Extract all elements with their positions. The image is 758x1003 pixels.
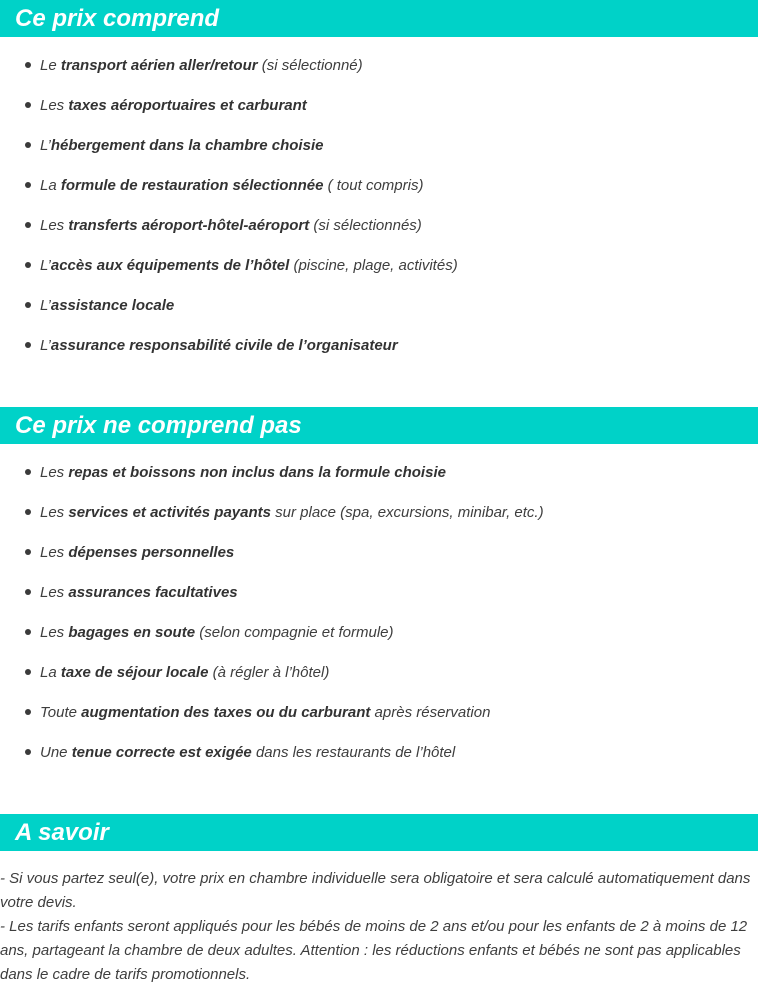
savoir-paragraph: - Les tarifs enfants seront appliqués pour les bébés de moins de 2 ans et/ou pour les enfants de 2 à moins de 12 ans, partageant la chambre de deux adultes. Attention : les réductions enfants et bébés ne sont pas applicables dans le cadre de tarifs promotionnels. [0,918,748,983]
list-item-text [40,704,490,721]
list-item-text [40,664,329,681]
list-item [0,325,758,365]
bullet-icon [25,749,31,755]
item-prefix: Toute [40,703,82,721]
item-highlight: taxe de séjour locale [60,663,209,681]
list-item [0,165,758,205]
item-prefix: L’ [40,256,51,274]
list-item-text [40,217,422,234]
item-suffix: (piscine, plage, activités) [289,256,458,274]
list-item-text [40,137,323,154]
bullet-icon [25,62,31,68]
list-item [0,205,758,245]
list-item [0,572,758,612]
list-item [0,452,758,492]
bullet-icon [25,469,31,475]
list-item [0,45,758,85]
bullet-icon [25,709,31,715]
list-item [0,532,758,572]
item-highlight: assurances facultatives [68,583,238,601]
item-highlight: bagages en soute [68,623,196,641]
item-highlight: taxes aéroportuaires et carburant [68,96,307,114]
list-item [0,492,758,532]
bullet-icon [25,102,31,108]
list-item [0,652,758,692]
item-suffix: (selon compagnie et formule) [195,623,394,641]
list-item-text [40,584,238,601]
item-suffix: sur place (spa, excursions, minibar, etc.) [270,503,544,521]
savoir-text [0,867,758,987]
list-item-text [40,97,307,114]
savoir-paragraph: - Si vous partez seul(e), votre prix en chambre individuelle sera obligatoire et sera calculé automatiquement dans votre devis. [0,870,751,911]
item-highlight: repas et boissons non inclus dans la formule choisie [68,463,446,481]
bullet-icon [25,342,31,348]
item-prefix: Les [40,583,69,601]
item-suffix: (si sélectionné) [257,56,363,74]
item-prefix: Le [40,56,61,74]
item-prefix: Les [40,463,69,481]
bullet-icon [25,549,31,555]
item-prefix: Une [40,743,72,761]
item-suffix: dans les restaurants de l’hôtel [251,743,456,761]
item-prefix: L’ [40,136,51,154]
bullet-icon [25,222,31,228]
list-item-text [40,297,174,314]
item-prefix: L’ [40,336,51,354]
item-prefix: La [40,663,61,681]
list-item [0,125,758,165]
section-header-excludes [0,407,758,444]
bullet-icon [25,182,31,188]
item-highlight: transport aérien aller/retour [60,56,258,74]
bullet-icon [25,589,31,595]
item-highlight: accès aux équipements de l’hôtel [50,256,290,274]
list-item-text [40,744,455,761]
item-highlight: services et activités payants [68,503,271,521]
excludes-list [0,452,758,772]
item-highlight: tenue correcte est exigée [71,743,252,761]
list-item-text [40,624,394,641]
bullet-icon [25,509,31,515]
bullet-icon [25,302,31,308]
item-suffix: ( tout compris) [323,176,424,194]
bullet-icon [25,629,31,635]
list-item [0,85,758,125]
section-title: Ce prix comprend [15,4,220,32]
list-item-text [40,57,363,74]
item-prefix: Les [40,216,69,234]
list-item-text [40,257,458,274]
item-highlight: assistance locale [50,296,175,314]
item-prefix: Les [40,503,69,521]
item-prefix: Les [40,543,69,561]
item-highlight: augmentation des taxes ou du carburant [81,703,371,721]
item-suffix: (si sélectionnés) [309,216,422,234]
item-prefix: Les [40,623,69,641]
item-prefix: Les [40,96,69,114]
section-title: A savoir [15,818,109,846]
list-item [0,692,758,732]
item-highlight: hébergement dans la chambre choisie [50,136,324,154]
list-item [0,285,758,325]
list-item-text [40,337,398,354]
list-item-text [40,544,234,561]
item-highlight: assurance responsabilité civile de l’organisateur [50,336,398,354]
list-item-text [40,177,423,194]
list-item-text [40,464,446,481]
item-suffix: après réservation [370,703,491,721]
section-header-includes [0,0,758,37]
list-item-text [40,504,544,521]
bullet-icon [25,262,31,268]
item-highlight: formule de restauration sélectionnée [60,176,324,194]
bullet-icon [25,142,31,148]
section-title: Ce prix ne comprend pas [15,411,302,439]
bullet-icon [25,669,31,675]
list-item [0,732,758,772]
item-highlight: dépenses personnelles [68,543,235,561]
item-suffix: (à régler à l’hôtel) [208,663,330,681]
list-item [0,245,758,285]
item-highlight: transferts aéroport-hôtel-aéroport [68,216,310,234]
list-item [0,612,758,652]
item-prefix: L’ [40,296,51,314]
includes-list [0,45,758,365]
item-prefix: La [40,176,61,194]
section-header-savoir [0,814,758,851]
